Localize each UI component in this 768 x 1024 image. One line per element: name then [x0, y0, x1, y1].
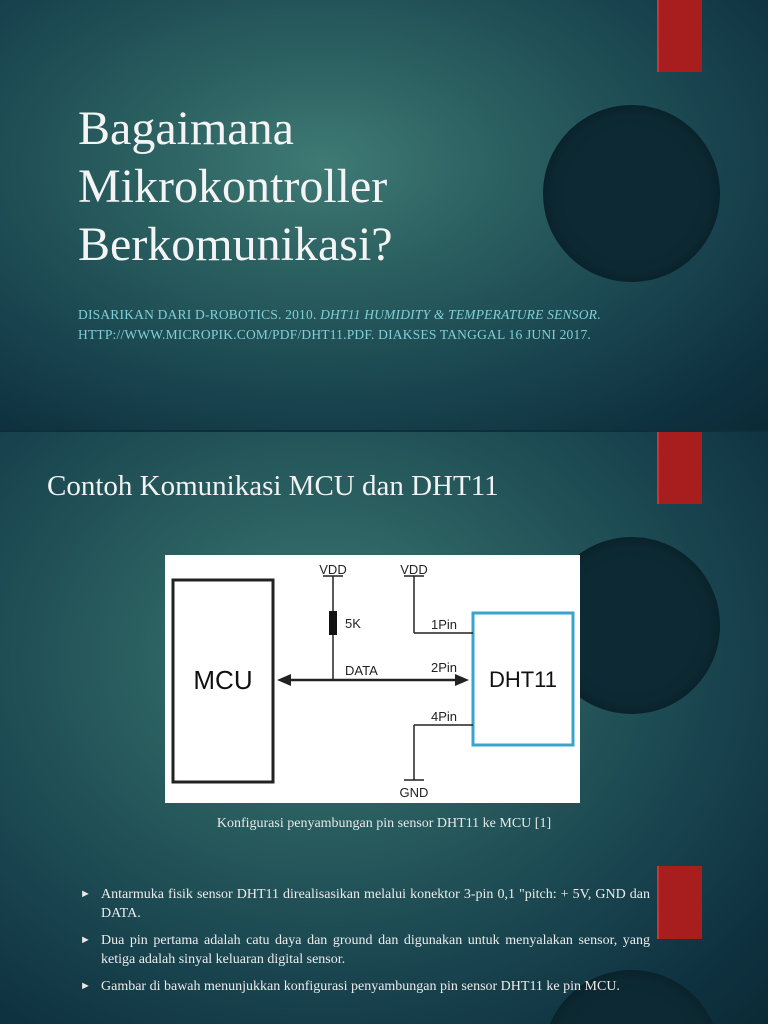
- title-line-1: Bagaimana: [78, 102, 294, 155]
- data-label: DATA: [345, 663, 378, 678]
- source-citation: [78, 305, 718, 345]
- citation-url: HTTP://WWW.MICROPIK.COM/PDF/DHT11.PDF. DIAKSES TANGGAL 16 JUNI 2017.: [78, 327, 591, 342]
- figure-caption: Konfigurasi penyambungan pin sensor DHT11 ke MCU [1]: [216, 816, 552, 831]
- data-arrow-right: [455, 674, 469, 686]
- pin2-label: 2Pin: [431, 660, 458, 675]
- wiring-diagram: [165, 555, 580, 803]
- list-item: [80, 931, 650, 969]
- gnd-label: GND: [399, 785, 429, 800]
- dht11-label: DHT11: [488, 667, 558, 692]
- title-line-3: Berkomunikasi?: [78, 218, 393, 271]
- resistor-label: 5K: [345, 616, 361, 631]
- pin1-label: 1Pin: [431, 617, 458, 632]
- resistor-symbol: [329, 611, 337, 635]
- title-line-2: Mikrokontroller: [78, 160, 388, 213]
- accent-bar: [657, 432, 702, 504]
- vdd-label-2: VDD: [400, 562, 428, 577]
- bullet-arrow-icon: ►: [80, 980, 91, 992]
- title-slide: [0, 0, 768, 430]
- list-item: [80, 977, 650, 996]
- citation-prefix: DISARIKAN DARI D-ROBOTICS. 2010.: [78, 307, 321, 322]
- bullet-text: Antarmuka fisik sensor DHT11 direalisasikan melalui konektor 3-pin 0,1 "pitch: + 5V, GND dan DATA.: [101, 887, 650, 921]
- citation-suffix: .: [597, 307, 601, 322]
- bullet-list: [80, 885, 650, 1004]
- accent-bar: [657, 0, 702, 72]
- content-slide: [0, 432, 768, 1024]
- bullet-arrow-icon: ►: [80, 888, 91, 900]
- accent-bar: [657, 866, 702, 939]
- bullet-text: Dua pin pertama adalah catu daya dan ground dan digunakan untuk menyalakan sensor, yang ketiga adalah sinyal keluaran digital sensor.: [101, 933, 650, 967]
- citation-title: DHT11 HUMIDITY & TEMPERATURE SENSOR: [320, 307, 598, 322]
- mcu-label: MCU: [193, 665, 253, 695]
- vdd-label-1: VDD: [319, 562, 347, 577]
- list-item: [80, 885, 650, 923]
- pin4-label: 4Pin: [431, 709, 458, 724]
- bullet-text: Gambar di bawah menunjukkan konfigurasi penyambungan pin sensor DHT11 ke pin MCU.: [101, 979, 620, 994]
- data-arrow-left: [277, 674, 291, 686]
- slide-title: [78, 100, 598, 274]
- bullet-arrow-icon: ►: [80, 934, 91, 946]
- slide-title: Contoh Komunikasi MCU dan DHT11: [47, 470, 499, 502]
